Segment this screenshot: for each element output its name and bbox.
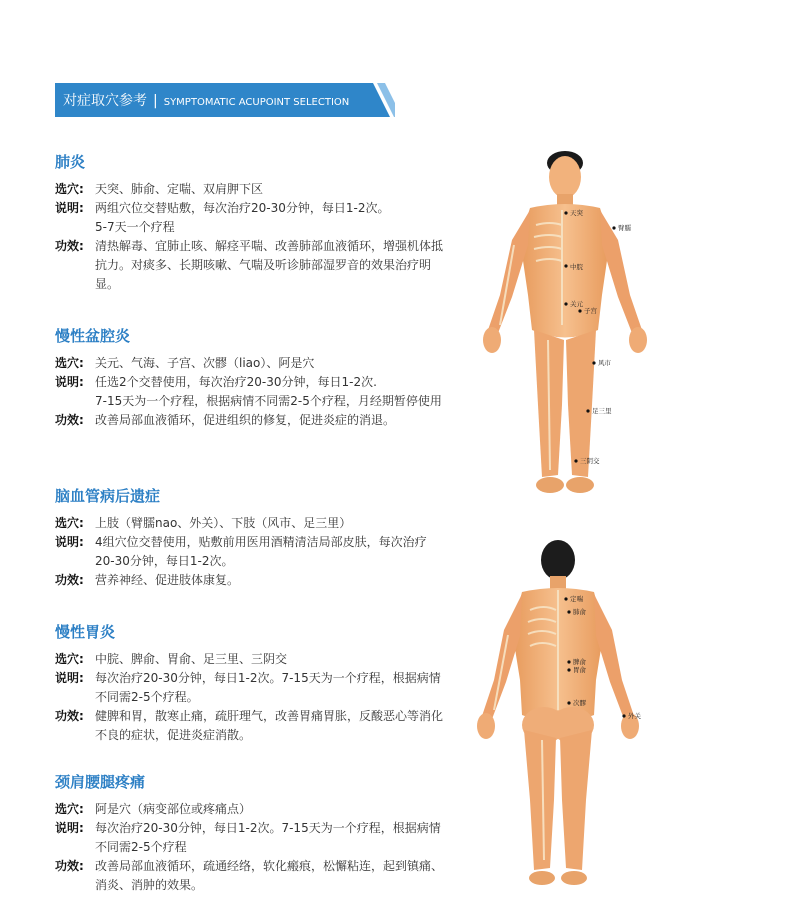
row-text: 改善局部血液循环，促进组织的修复，促进炎症的消退。 [95, 413, 396, 427]
back-body-figure [470, 540, 670, 895]
right-leg [560, 730, 592, 870]
row-text: 营养神经、促进肢体康复。 [95, 573, 240, 587]
row-label: 功效: [55, 573, 84, 587]
row-label: 说明: [55, 535, 84, 549]
right-arm [594, 594, 634, 719]
label-dingchuan: 定喘 [570, 595, 583, 603]
row-effect [55, 707, 445, 745]
row-acupoints [55, 354, 445, 373]
label-feishu: 肺俞 [573, 608, 586, 616]
point-feishu [567, 610, 570, 613]
label-zhongwan: 中脘 [570, 263, 583, 271]
row-label: 选穴: [55, 182, 84, 196]
row-text: 4组穴位交替使用，贴敷前用医用酒精清洁局部皮肤，每次治疗20-30分钟，每日1-2次。 [95, 535, 427, 568]
section-title: 颈肩腰腿疼痛 [55, 773, 146, 791]
row-text: 每次治疗20-30分钟，每日1-2次。7-15天为一个疗程，根据病情不同需2-5个疗程。 [95, 671, 441, 704]
section-neck-shoulder-pain [55, 772, 445, 895]
row-effect [55, 857, 445, 895]
label-zigong: 子宫 [584, 307, 597, 315]
row-text: 上肢（臂臑nao、外关）、下肢（风市、足三里） [95, 516, 352, 530]
row-text: 每次治疗20-30分钟，每日1-2次。7-15天为一个疗程，根据病情不同需2-5个疗程 [95, 821, 441, 854]
label-tiantu: 天突 [570, 209, 583, 217]
section-title: 肺炎 [55, 153, 86, 171]
point-tiantu [564, 211, 567, 214]
point-ciliao [567, 701, 570, 704]
label-fengshi: 风市 [598, 359, 611, 367]
point-sanyinjiao [574, 459, 577, 462]
label-zusanli: 足三里 [592, 407, 612, 415]
row-instructions [55, 669, 445, 707]
point-binao [612, 226, 615, 229]
row-acupoints [55, 514, 445, 533]
row-instructions [55, 199, 445, 237]
row-effect [55, 237, 445, 294]
point-weishu [567, 668, 570, 671]
row-text: 中脘、脾俞、胃俞、足三里、三阴交 [95, 652, 288, 666]
banner-separator: | [153, 93, 158, 109]
banner-title: 对症取穴参考 [63, 93, 147, 109]
right-hand [629, 327, 647, 353]
row-acupoints [55, 180, 445, 199]
label-pishu: 脾俞 [573, 658, 586, 666]
row-text: 关元、气海、子宫、次髎（liao）、阿是穴 [95, 356, 315, 370]
row-instructions [55, 819, 445, 857]
row-text: 改善局部血液循环，疏通经络，软化瘢痕，松懈粘连，起到镇痛、消炎、消肿的效果。 [95, 859, 444, 892]
row-label: 选穴: [55, 356, 84, 370]
section-title: 慢性胃炎 [55, 623, 116, 641]
label-weishu: 胃俞 [573, 666, 586, 674]
section-chronic-gastritis [55, 622, 445, 745]
row-label: 功效: [55, 859, 84, 873]
row-acupoints [55, 650, 445, 669]
label-waiguan: 外关 [628, 712, 641, 720]
row-text: 清热解毒、宜肺止咳、解痉平喘、改善肺部血液循环，增强机体抵抗力。对痰多、长期咳嗽、气喘及听诊肺部湿罗音的效果治疗明显。 [95, 239, 444, 291]
right-foot [566, 477, 594, 493]
right-foot [561, 871, 587, 885]
point-zhongwan [564, 264, 567, 267]
section-pneumonia [55, 152, 445, 294]
row-effect [55, 411, 445, 430]
head [549, 156, 581, 198]
label-ciliao: 次髎 [573, 699, 586, 707]
hair [541, 540, 575, 580]
row-acupoints [55, 800, 445, 819]
row-label: 说明: [55, 201, 84, 215]
point-zigong [578, 309, 581, 312]
left-hand [477, 713, 495, 739]
row-label: 说明: [55, 671, 84, 685]
row-text: 天突、肺俞、定喘、双肩胛下区 [95, 182, 264, 196]
label-sanyinjiao: 三阴交 [580, 457, 600, 465]
row-label: 说明: [55, 821, 84, 835]
section-title: 脑血管病后遗症 [55, 487, 161, 505]
banner-subtitle: SYMPTOMATIC ACUPOINT SELECTION [163, 97, 350, 108]
row-effect [55, 571, 445, 590]
left-foot [529, 871, 555, 885]
point-dingchuan [564, 597, 567, 600]
row-label: 功效: [55, 239, 84, 253]
point-zusanli [586, 409, 589, 412]
left-arm [482, 594, 522, 719]
section-title: 慢性盆腔炎 [55, 327, 131, 345]
point-pishu [567, 660, 570, 663]
row-instructions [55, 373, 445, 411]
label-guanyuan: 关元 [570, 300, 583, 308]
section-banner [55, 83, 390, 117]
neck [550, 576, 566, 590]
row-text: 阿是穴（病变部位或疼痛点） [95, 802, 252, 816]
row-text: 任选2个交替使用，每次治疗20-30分钟，每日1-2次. 7-15天为一个疗程，根据病情不同需2-5个疗程，月经期暂停使用 [95, 375, 442, 408]
label-binao: 臂臑 [618, 224, 631, 232]
section-stroke-sequelae [55, 486, 445, 590]
row-label: 选穴: [55, 652, 84, 666]
point-waiguan [622, 714, 625, 717]
section-pelvic-inflammation [55, 326, 445, 430]
right-leg [566, 330, 596, 477]
row-label: 选穴: [55, 516, 84, 530]
left-foot [536, 477, 564, 493]
front-body-figure [470, 145, 670, 505]
row-label: 说明: [55, 375, 84, 389]
row-label: 功效: [55, 709, 84, 723]
row-text: 两组穴位交替贴敷，每次治疗20-30分钟，每日1-2次。 5-7天一个疗程 [95, 201, 390, 234]
row-label: 功效: [55, 413, 84, 427]
point-guanyuan [564, 302, 567, 305]
left-leg [524, 730, 556, 870]
point-fengshi [592, 361, 595, 364]
torso [520, 204, 610, 338]
row-label: 选穴: [55, 802, 84, 816]
left-hand [483, 327, 501, 353]
row-text: 健脾和胃，散寒止痛，疏肝理气，改善胃痛胃胀，反酸恶心等消化不良的症状，促进炎症消散。 [95, 709, 444, 742]
row-instructions [55, 533, 445, 571]
